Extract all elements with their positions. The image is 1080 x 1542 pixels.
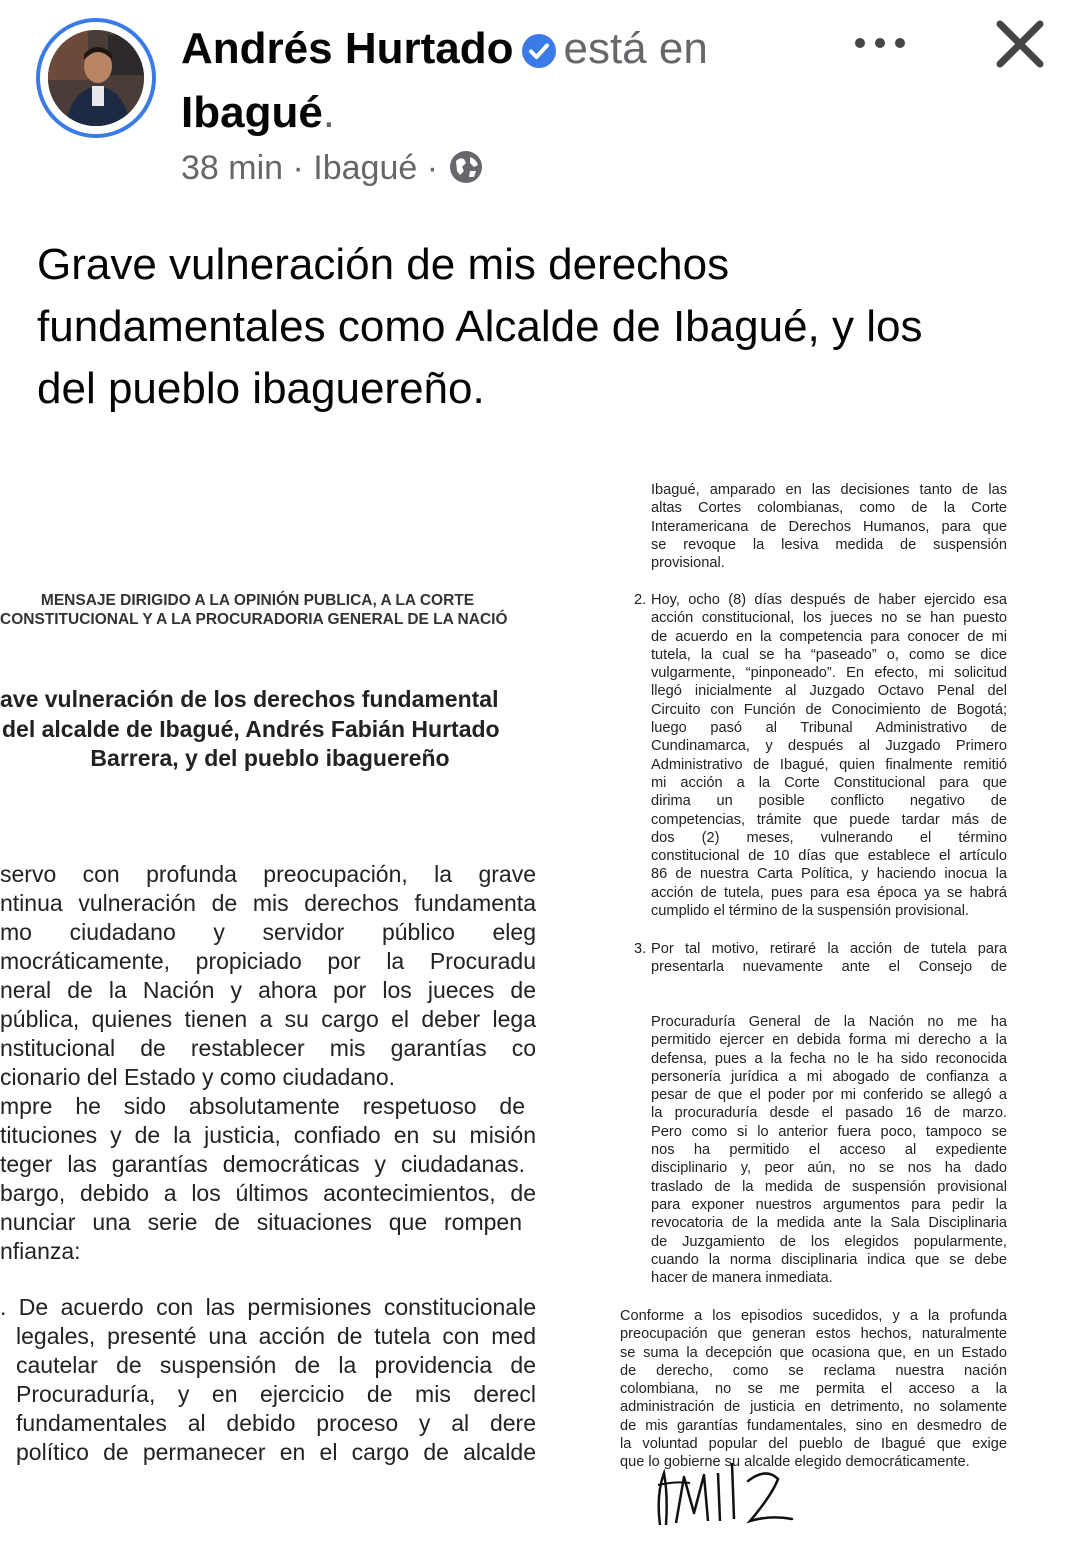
document-item-3-number: 3. xyxy=(634,941,647,957)
document-right-line: mi acción a la Corte Constitucional para que xyxy=(651,774,1007,791)
location-prefix: está en xyxy=(563,24,708,73)
document-body-line: neral de la Nación y ahora por los jueces de xyxy=(0,977,536,1003)
document-conclusion-line: se suma la decepción que ocasiona que, en un Estado xyxy=(620,1344,1007,1361)
document-title xyxy=(0,685,538,774)
document-body-line: cionario del Estado y como ciudadano. xyxy=(0,1064,396,1090)
document-right-line: Cundinamarca, y después al Juzgado Primero xyxy=(651,738,1007,755)
document-title-line: ave vulneración de los derechos fundamental xyxy=(0,686,499,712)
document-body-line: nfianza: xyxy=(0,1238,81,1264)
verified-badge-icon xyxy=(521,26,557,84)
document-item-2-number: 2. xyxy=(634,592,647,608)
document-item-line: político de permanecer en el cargo de alcalde xyxy=(16,1439,536,1465)
post-header xyxy=(0,0,1080,200)
document-right-line: cumplido el término de la suspensión provisional. xyxy=(651,903,969,920)
document-right-top xyxy=(651,481,1007,572)
document-right-line: Pero como si lo anterior fuera poco, tampoco se xyxy=(651,1123,1007,1140)
document-body-line: bargo, debido a los últimos acontecimientos, de xyxy=(0,1180,536,1206)
document-body-line: nunciar una serie de situaciones que rompen xyxy=(0,1209,522,1235)
document-right-line: vulgarmente, “pinponeado”. En efecto, mi solicitud xyxy=(651,665,1007,682)
document-right-line: Ibagué, amparado en las decisiones tanto de las xyxy=(651,482,1007,498)
post-time[interactable]: 38 min xyxy=(181,149,284,187)
location-link[interactable]: Ibagué xyxy=(181,88,323,137)
document-right-line: dos (2) meses, vulnerando el término xyxy=(651,829,1007,846)
avatar[interactable] xyxy=(36,18,156,138)
post-text-line: del pueblo ibaguereño. xyxy=(37,364,485,413)
document-right-line: Circuito con Función de Conocimiento de Bogotá; xyxy=(651,701,1007,718)
document-conclusion-line: de derecho, como se reclama nuestra nación xyxy=(620,1362,1007,1379)
document-right-line: acción constitucional, los jueces no se han puesto xyxy=(651,610,1007,627)
author-name[interactable]: Andrés Hurtado xyxy=(181,24,514,73)
document-item-2 xyxy=(651,591,1007,920)
document-right-line: competencias, trámite que puede tardar más de xyxy=(651,811,1007,828)
document-item-1 xyxy=(0,1293,536,1467)
document-right-line: Interamericana de Derechos Humanos, para que xyxy=(651,518,1007,535)
document-conclusion-line: que lo gobierne su alcalde elegido democráticamente. xyxy=(620,1454,970,1471)
document-right-line: Por tal motivo, retiraré la acción de tutela para xyxy=(651,941,1007,957)
document-conclusion-line: la voluntad popular del pueblo de Ibagué que exige xyxy=(620,1436,1007,1453)
document-right-middle xyxy=(651,1013,1007,1287)
document-right-line: defensa, pues a la fecha no le ha sido reconocida xyxy=(651,1050,1007,1067)
document-right-line: presentarla nuevamente ante el Consejo de xyxy=(651,959,1007,976)
document-right-line: llegó inicialmente al Juzgado Octavo Penal del xyxy=(651,683,1007,700)
document-body-line: teger las garantías democráticas y ciudadanas. xyxy=(0,1151,525,1177)
document-conclusion xyxy=(620,1307,1007,1472)
meta-separator: · xyxy=(292,149,304,187)
document-header-line: MENSAJE DIRIGIDO A LA OPINIÓN PUBLICA, A LA CORTE xyxy=(40,592,475,609)
document-item-line: Procuraduría, y en ejercicio de mis derecl xyxy=(16,1381,536,1407)
document-body-line: tituciones y de la justicia, confiado en su misión xyxy=(0,1122,536,1148)
document-conclusion-line: de mis garantías fundamentales, sino en desmedro de xyxy=(620,1417,1007,1434)
document-right-line: Hoy, ocho (8) días después de haber ejercido esa xyxy=(651,592,1007,608)
document-right-line: de Juzgamiento de los elegidos popularmente, xyxy=(651,1233,1007,1250)
document-item-line: . De acuerdo con las permisiones constitucionale xyxy=(0,1294,536,1320)
post-text-line: Grave vulneración de mis derechos xyxy=(37,240,730,289)
document-body-line: pública, quienes tienen a su cargo el deber lega xyxy=(0,1006,536,1032)
document-title-line: Barrera, y del pueblo ibaguereño xyxy=(90,745,450,771)
document-right-line: cuando la norma disciplinaria indica que se debe xyxy=(651,1251,1007,1268)
document-right-line: pesar de que el poder por mi conferido se allegó a xyxy=(651,1087,1007,1104)
document-right-line: hacer de manera inmediata. xyxy=(651,1270,833,1287)
document-header-line: CONSTITUCIONAL Y A LA PROCURADORIA GENERAL DE LA NACIÓ xyxy=(0,611,508,628)
document-right-line: Procuraduría General de la Nación no me ha xyxy=(651,1014,1007,1030)
document-header xyxy=(0,591,535,629)
document-body-line: mocráticamente, propiciado por la Procuradu xyxy=(0,948,536,974)
post-text xyxy=(37,234,1047,420)
document-right-line: de acuerdo en la competencia para conocer de mi xyxy=(651,628,1007,645)
document-right-line: Administrativo de Ibagué, quien finalmente remitió xyxy=(651,756,1007,773)
document-item-line: fundamentales al debido proceso y al dere xyxy=(16,1410,536,1436)
document-title-line: del alcalde de Ibagué, Andrés Fabián Hurtado xyxy=(2,715,500,742)
post-image-document[interactable] xyxy=(0,455,1080,1542)
document-right-line: revocatoria de la medida ante la Sala Disciplinaria xyxy=(651,1215,1007,1232)
document-body-line: mo ciudadano y servidor público eleg xyxy=(0,919,536,945)
location-dot: . xyxy=(322,88,336,137)
meta-separator-2: · xyxy=(426,149,439,187)
document-item-3 xyxy=(651,940,1007,977)
document-right-line: luego pasó al Tribunal Administrativo de xyxy=(651,720,1007,737)
document-right-line: la procuraduría desde el pasado 16 de marzo. xyxy=(651,1105,1007,1122)
author-line xyxy=(181,20,861,142)
document-right-line: permitido ejercer en debida forma mi derecho a la xyxy=(651,1032,1007,1049)
document-body-line: ntinua vulneración de mis derechos fundamenta xyxy=(0,890,536,916)
document-conclusion-line: administración de justicia en detrimento, no solamente xyxy=(620,1399,1007,1416)
document-right-line: altas Cortes colombianas, como de la Corte xyxy=(651,500,1007,517)
document-conclusion-line: preocupación que generan estos hechos, naturalmente xyxy=(620,1326,1007,1343)
document-right-line: para exponer nuestros argumentos para pedir la xyxy=(651,1196,1007,1213)
globe-icon xyxy=(448,149,484,196)
document-right-line: 86 de nuestra Carta Política, y haciendo inocua la xyxy=(651,866,1007,883)
document-right-line: se revoque la lesiva medida de suspensión xyxy=(651,536,1007,553)
more-icon[interactable] xyxy=(852,28,908,58)
document-body-line: servo con profunda preocupación, la grave xyxy=(0,861,536,887)
document-conclusion-line: colombiana, no se me permita el acceso a la xyxy=(620,1381,1007,1398)
document-right-line: nos ha permitido el acceso al expediente xyxy=(651,1142,1007,1159)
document-right-line: tutela, la cual se ha “paseado” o, como se dice xyxy=(651,646,1007,663)
meta-location[interactable]: Ibagué xyxy=(313,149,418,187)
avatar-photo xyxy=(48,30,144,126)
document-right-line: personería jurídica a mi abogado de confianza a xyxy=(651,1068,1007,1085)
document-right-line: traslado de la medida de suspensión provisional xyxy=(651,1178,1007,1195)
document-right-line: provisional. xyxy=(651,555,725,572)
document-left-page xyxy=(0,455,538,1542)
close-icon[interactable] xyxy=(994,18,1046,70)
document-right-line: dirima un posible conflicto negativo de xyxy=(651,793,1007,810)
post-meta xyxy=(181,146,484,190)
document-item-line: legales, presenté una acción de tutela con med xyxy=(16,1323,536,1349)
document-body-line: mpre he sido absolutamente respetuoso de xyxy=(0,1093,525,1119)
post-text-line: fundamentales como Alcalde de Ibagué, y los xyxy=(37,302,923,351)
document-right-line: disciplinario y, peor aún, no se nos ha dado xyxy=(651,1160,1007,1177)
document-right-line: constitucional de 10 días que establece el artículo xyxy=(651,848,1007,865)
signature-image xyxy=(646,1455,806,1535)
document-right-line: acción de tutela, pues para esa época ya se habrá xyxy=(651,884,1007,901)
document-conclusion-line: Conforme a los episodios sucedidos, y a la profunda xyxy=(620,1308,1007,1324)
document-body xyxy=(0,860,536,1266)
document-body-line: nstitucional de restablecer mis garantías co xyxy=(0,1035,536,1061)
document-item-line: cautelar de suspensión de la providencia de xyxy=(16,1352,536,1378)
